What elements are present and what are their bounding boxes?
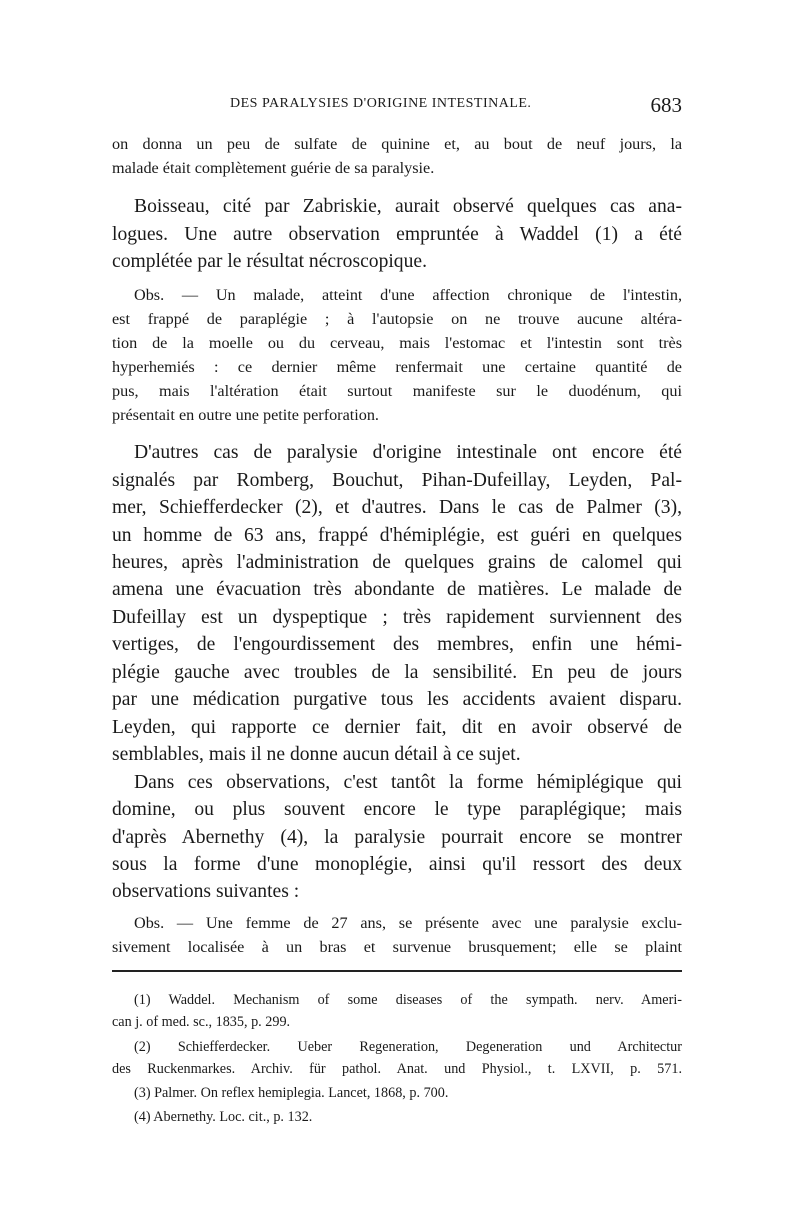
footnote-line: (3) Palmer. On reflex hemiplegia. Lancet, 1868, p. 700. — [134, 1085, 449, 1101]
body-line: mer, Schiefferdecker (2), et d'autres. Dans le cas de Palmer (3), — [112, 497, 682, 518]
footnote-rule — [112, 970, 682, 972]
footnote-line: des Ruckenmarkes. Archiv. für pathol. Anat. und Physiol., t. LXVII, p. 571. — [112, 1061, 682, 1077]
observation-line: pus, mais l'altération était surtout manifeste sur le duodénum, qui — [112, 382, 682, 400]
body-line: d'après Abernethy (4), la paralysie pourrait encore se montrer — [112, 827, 682, 848]
body-line: Boisseau, cité par Zabriskie, aurait observé quelques cas ana- — [134, 196, 682, 217]
body-line: sous la forme d'une monoplégie, ainsi qu'il ressort des deux — [112, 854, 682, 875]
body-line: amena une évacuation très abondante de matières. Le malade de — [112, 579, 682, 600]
observation-line: est frappé de paraplégie ; à l'autopsie on ne trouve aucune altéra- — [112, 310, 682, 328]
body-line: vertiges, de l'engourdissement des membres, enfin une hémi- — [112, 634, 682, 655]
body-line: Leyden, qui rapporte ce dernier fait, dit en avoir observé de — [112, 717, 682, 738]
page-number: 683 — [650, 93, 682, 117]
footnote-line: can j. of med. sc., 1835, p. 299. — [112, 1014, 291, 1030]
observation-line: Obs. — Un malade, atteint d'une affection chronique de l'intestin, — [134, 286, 682, 304]
observation-line: hyperhemiés : ce dernier même renfermait une certaine quantité de — [112, 358, 682, 376]
body-line: malade était complètement guérie de sa paralysie. — [112, 159, 435, 177]
body-line: Dufeillay est un dyspeptique ; très rapidement surviennent des — [112, 607, 682, 628]
footnote-line: (4) Abernethy. Loc. cit., p. 132. — [134, 1109, 313, 1125]
body-line: plégie gauche avec troubles de la sensibilité. En peu de jours — [112, 662, 682, 683]
body-line: logues. Une autre observation empruntée à Waddel (1) a été — [112, 224, 682, 245]
body-line: par une médication purgative tous les accidents avaient disparu. — [112, 689, 682, 710]
body-line: Dans ces observations, c'est tantôt la forme hémiplégique qui — [134, 772, 682, 793]
footnote-line: (1) Waddel. Mechanism of some diseases of the sympath. nerv. Ameri- — [134, 992, 682, 1008]
observation-line: sivement localisée à un bras et survenue brusquement; elle se plaint — [112, 938, 682, 956]
body-line: observations suivantes : — [112, 881, 300, 902]
body-line: semblables, mais il ne donne aucun détail à ce sujet. — [112, 744, 521, 765]
footnote-line: (2) Schiefferdecker. Ueber Regeneration, Degeneration und Architectur — [134, 1039, 682, 1055]
body-line: complétée par le résultat nécroscopique. — [112, 251, 427, 272]
body-line: D'autres cas de paralysie d'origine intestinale ont encore été — [134, 442, 682, 463]
body-line: domine, ou plus souvent encore le type paraplégique; mais — [112, 799, 682, 820]
body-line: on donna un peu de sulfate de quinine et, au bout de neuf jours, la — [112, 135, 682, 153]
running-title: DES PARALYSIES D'ORIGINE INTESTINALE. — [230, 96, 532, 111]
running-header — [112, 93, 682, 120]
body-line: signalés par Romberg, Bouchut, Pihan-Dufeillay, Leyden, Pal- — [112, 470, 682, 491]
observation-line: présentait en outre une petite perforation. — [112, 406, 379, 424]
observation-line: tion de la moelle ou du cerveau, mais l'estomac et l'intestin sont très — [112, 334, 682, 352]
body-line: heures, après l'administration de quelques grains de calomel qui — [112, 552, 682, 573]
observation-line: Obs. — Une femme de 27 ans, se présente avec une paralysie exclu- — [134, 914, 682, 932]
body-line: un homme de 63 ans, frappé d'hémiplégie, est guéri en quelques — [112, 525, 682, 546]
